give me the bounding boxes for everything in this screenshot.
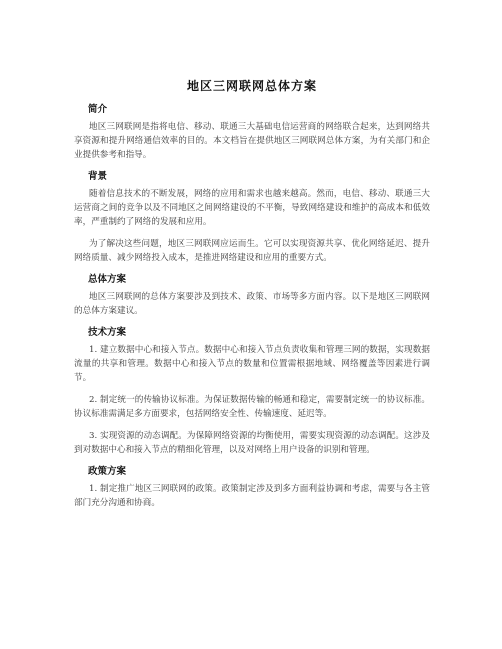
paragraph: 随着信息技术的不断发展，网络的应用和需求也越来越高。然而，电信、移动、联通三大运营商之间的竞争以及不同地区之间网络建设的不平衡，导致网络建设和维护的高成本和低效率，严重制约了网络的发展和应用。: [74, 189, 430, 227]
list-item: 3. 实现资源的动态调配。为保障网络资源的均衡使用，需要实现资源的动态调配。这涉及到对数据中心和接入节点的精细化管理，以及对网络上用户设备的识别和管理。: [74, 431, 430, 455]
section-heading-technical-plan: 技术方案: [88, 327, 127, 338]
section-heading-policy-plan: 政策方案: [88, 466, 127, 477]
section-heading-overall-plan: 总体方案: [88, 274, 127, 285]
list-item: 1. 建立数据中心和接入节点。数据中心和接入节点负责收集和管理三网的数据，实现数据流量的共享和管理。数据中心和接入节点的数量和位置需根据地域、网络覆盖等因素进行调节。: [74, 345, 430, 383]
section-overall-plan: [74, 273, 430, 318]
list-item: 2. 制定统一的传输协议标准。为保证数据传输的畅通和稳定，需要制定统一的协议标准。协议标准需满足多方面要求，包括网络安全性、传输速度、延迟等。: [74, 395, 430, 419]
section-heading-background: 背景: [88, 171, 108, 182]
section-policy-plan: [74, 465, 430, 510]
section-technical-plan: [74, 326, 430, 457]
section-heading-intro: 简介: [88, 104, 108, 115]
section-background: [74, 170, 430, 265]
list-item: 1. 制定推广地区三网联网的政策。政策制定涉及到多方面利益协调和考虑，需要与各主管部门充分沟通和协商。: [74, 484, 430, 508]
section-intro: [74, 103, 430, 162]
paragraph: 地区三网联网是指将电信、移动、联通三大基础电信运营商的网络联合起来，达到网络共享资源和提升网络通信效率的目的。本文档旨在提供地区三网联网总体方案，为有关部门和企业提供参考和指导。: [74, 122, 430, 160]
paragraph: 为了解决这些问题，地区三网联网应运而生。它可以实现资源共享、优化网络延迟、提升网络质量、减少网络投入成本，是推进网络建设和应用的重要方式。: [74, 239, 430, 263]
paragraph: 地区三网联网的总体方案要涉及到技术、政策、市场等多方面内容。以下是地区三网联网的总体方案建议。: [74, 292, 430, 316]
document-title: 地区三网联网总体方案: [186, 79, 317, 93]
